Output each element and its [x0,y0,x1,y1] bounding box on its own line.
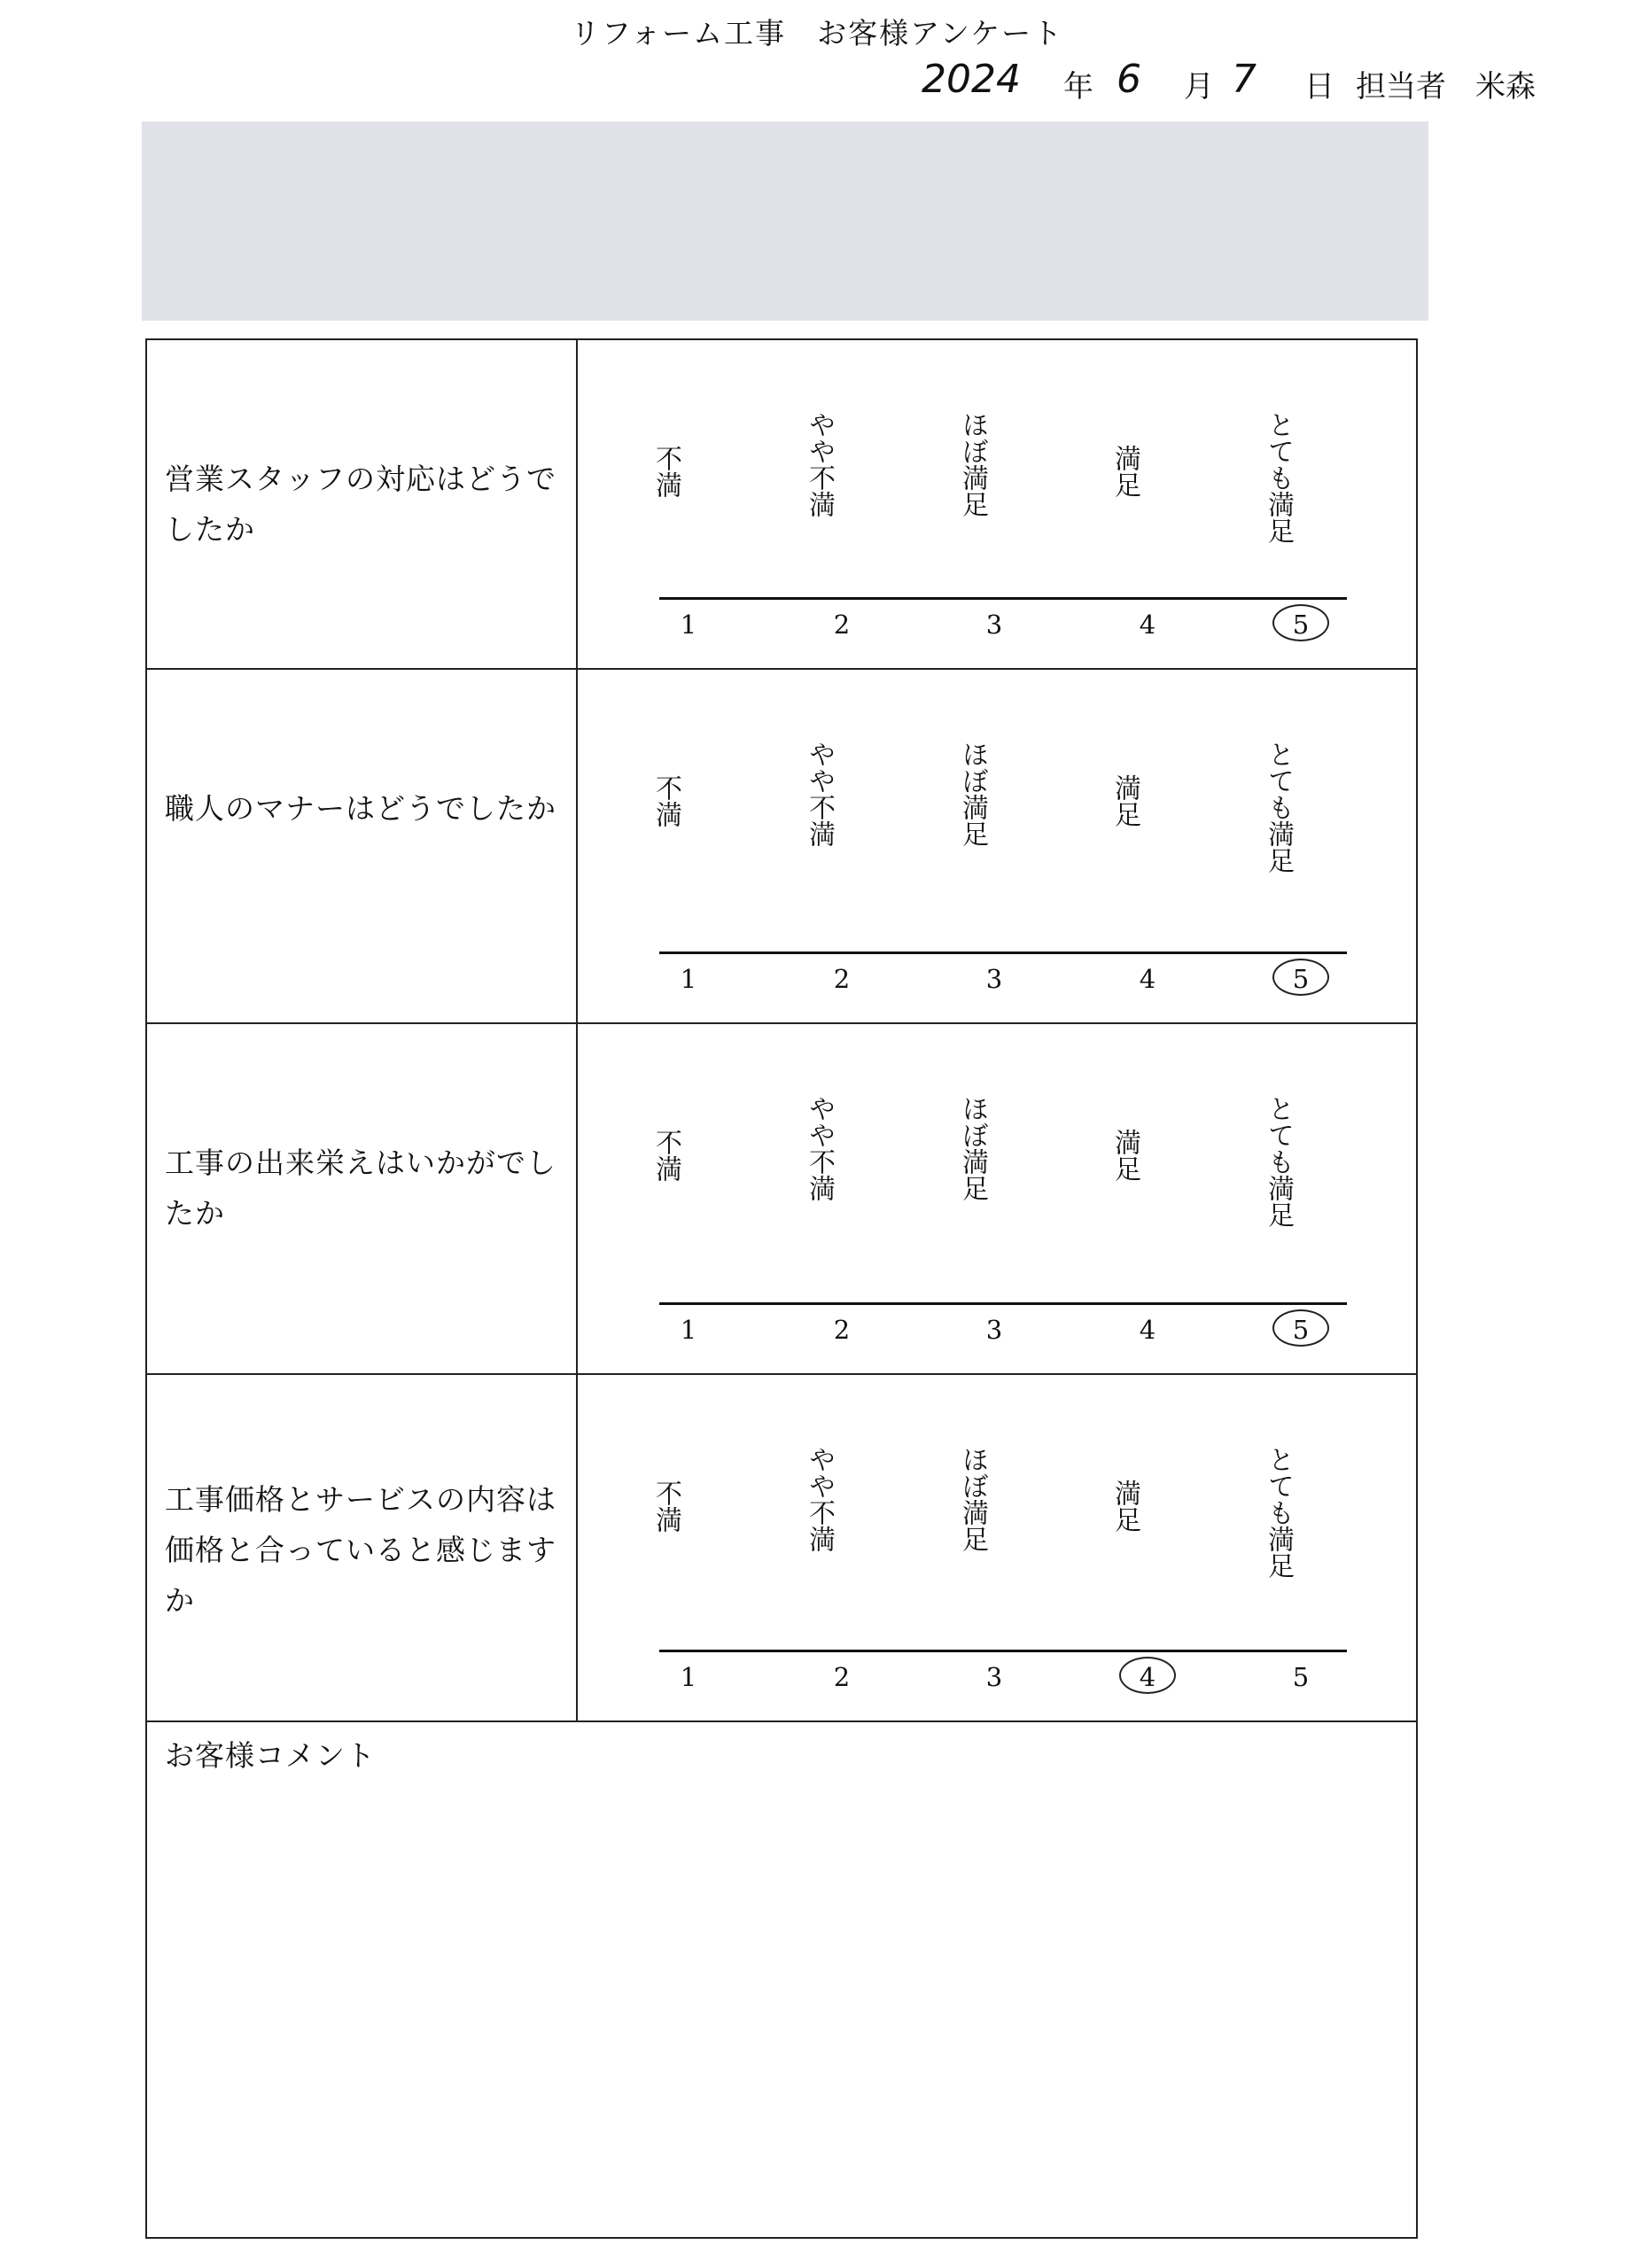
answer-circle [1272,1309,1329,1347]
scale-label: ほぼ満足 [957,1095,988,1201]
rating-scale [578,340,1416,668]
scale-line [659,1302,1347,1305]
scale-label: 満足 [1109,445,1140,498]
question-text: 営業スタッフの対応はどうでしたか [165,462,556,547]
question-row [147,340,1416,670]
month-unit: 月 [1184,69,1214,105]
scale-number: 2 [833,1315,851,1345]
scale-label: ほぼ満足 [957,741,988,847]
scale-number: 1 [680,964,697,994]
scale-number: 3 [985,610,1003,640]
month-value: 6 [1117,57,1141,102]
scale-line [659,1650,1347,1652]
scale-number: 2 [833,964,851,994]
scale-label: 満足 [1109,1129,1140,1182]
year-value: 2024 [922,57,1021,102]
question-cell [147,670,578,1022]
answer-circle [1272,604,1329,641]
question-cell [147,1375,578,1720]
scale-line [659,951,1347,954]
scale-number: 3 [985,964,1003,994]
scale-number: 5 [1292,1662,1310,1692]
day-unit: 日 [1304,69,1334,105]
redacted-area [142,121,1428,321]
scale-label: やや不満 [804,1095,835,1201]
scale-number: 2 [833,1662,851,1692]
answer-circle [1119,1657,1176,1694]
question-cell [147,1024,578,1373]
scale-number: 5 [1292,964,1310,994]
scale-number: 4 [1139,1662,1156,1692]
scale-label: やや不満 [804,1446,835,1552]
rating-scale [578,670,1416,1022]
scale-label: とても満足 [1263,741,1294,874]
year-unit: 年 [1063,69,1093,105]
scale-label: ほぼ満足 [957,411,988,517]
scale-label: やや不満 [804,741,835,847]
question-cell [147,340,578,668]
scale-label: とても満足 [1263,1446,1294,1579]
scale-number: 5 [1292,1315,1310,1345]
scale-number: 3 [985,1315,1003,1345]
scale-number: 1 [680,1315,697,1345]
rating-scale [578,1024,1416,1373]
scale-label: 満足 [1109,1480,1140,1533]
scale-line [659,597,1347,600]
question-text: 職人のマナーはどうでしたか [165,791,556,826]
scale-label: やや不満 [804,411,835,517]
scale-number: 2 [833,610,851,640]
day-value: 7 [1232,57,1257,102]
scale-number: 4 [1139,1315,1156,1345]
staff-name: 米森 [1475,69,1536,105]
scale-number: 3 [985,1662,1003,1692]
scale-label: 不満 [650,1129,681,1182]
scale-label: 不満 [650,1480,681,1533]
scale-label: とても満足 [1263,1095,1294,1228]
question-text: 工事の出来栄えはいかがでしたか [165,1146,556,1231]
scale-number: 4 [1139,610,1156,640]
question-text: 工事価格とサービスの内容は価格と合っていると感じますか [165,1482,556,1618]
scale-number: 5 [1292,610,1310,640]
question-row [147,1024,1416,1375]
scale-label: とても満足 [1263,411,1294,544]
comment-label: お客様コメント [165,1738,376,1773]
scale-label: 不満 [650,445,681,498]
scale-label: 不満 [650,774,681,827]
scale-number: 1 [680,1662,697,1692]
scale-label: ほぼ満足 [957,1446,988,1552]
scale-number: 1 [680,610,697,640]
comment-section [147,1722,1416,2239]
scale-number: 4 [1139,964,1156,994]
survey-title: リフォーム工事 お客様アンケート [570,16,1064,50]
staff-label: 担当者 [1356,69,1446,105]
question-row [147,670,1416,1024]
scale-label: 満足 [1109,774,1140,827]
answer-circle [1272,959,1329,996]
rating-scale [578,1375,1416,1720]
survey-form [145,338,1418,2239]
question-row [147,1375,1416,1722]
